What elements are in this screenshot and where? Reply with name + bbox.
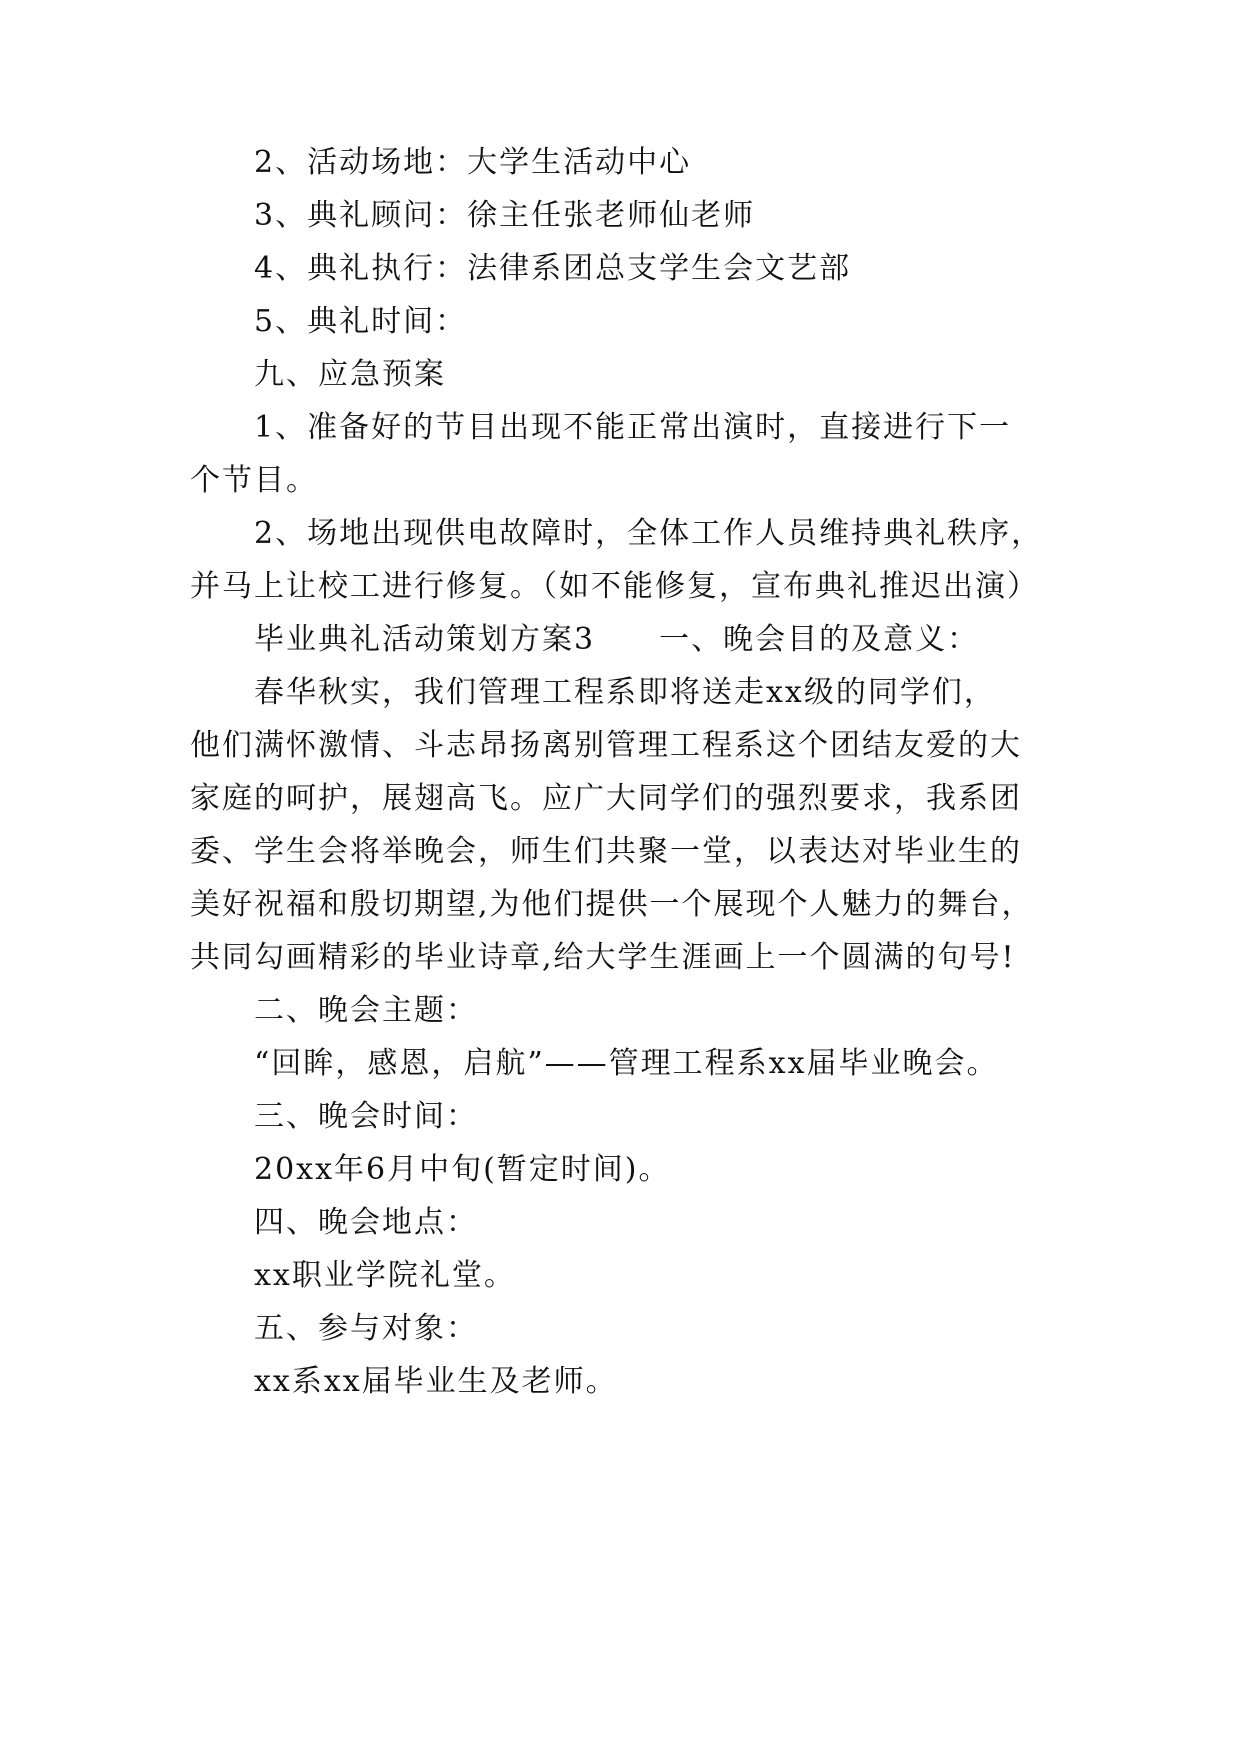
- text-line: 20xx年6月中旬(暂定时间)。: [254, 1152, 671, 1187]
- text-line: 委、学生会将举晚会，师生们共聚一堂，以表达对毕业生的: [190, 834, 1022, 869]
- text-line: xx职业学院礼堂。: [254, 1258, 516, 1293]
- section-heading: 三、晚会时间：: [254, 1099, 478, 1134]
- text-line: 美好祝福和殷切期望,为他们提供一个展现个人魅力的舞台，: [190, 887, 1034, 922]
- section-heading: 四、晚会地点：: [254, 1205, 478, 1240]
- text-line: 春华秋实，我们管理工程系即将送走xx级的同学们，: [254, 675, 996, 710]
- text-line: 3、典礼顾问：徐主任张老师仙老师: [254, 198, 756, 233]
- text-line: 1、准备好的节目出现不能正常出演时，直接进行下一: [254, 410, 1012, 445]
- text-line: 共同勾画精彩的毕业诗章,给大学生涯画上一个圆满的句号!: [190, 940, 1016, 975]
- text-line: 并马上让校工进行修复。（如不能修复，宣布典礼推迟出演）: [190, 569, 1039, 604]
- text-line: 家庭的呵护，展翅高飞。应广大同学们的强烈要求，我系团: [190, 781, 1022, 816]
- text-line: 5、典礼时间：: [254, 304, 468, 339]
- text-line: 2、场地出现供电故障时，全体工作人员维持典礼秩序，: [254, 516, 1044, 551]
- section-heading: 九、应急预案: [254, 357, 446, 392]
- text-line: 个节目。: [190, 463, 318, 498]
- text-line: 他们满怀激情、斗志昂扬离别管理工程系这个团结友爱的大: [190, 728, 1022, 763]
- section-heading: 毕业典礼活动策划方案3 一、晚会目的及意义：: [254, 622, 980, 657]
- section-heading: 二、晚会主题：: [254, 993, 478, 1028]
- text-line: 4、典礼执行：法律系团总支学生会文艺部: [254, 251, 852, 286]
- text-line: xx系xx届毕业生及老师。: [254, 1364, 618, 1399]
- section-heading: 五、参与对象：: [254, 1311, 478, 1346]
- text-line: 2、活动场地：大学生活动中心: [254, 145, 692, 180]
- text-line: “回眸，感恩，启航”——管理工程系xx届毕业晚会。: [254, 1046, 999, 1081]
